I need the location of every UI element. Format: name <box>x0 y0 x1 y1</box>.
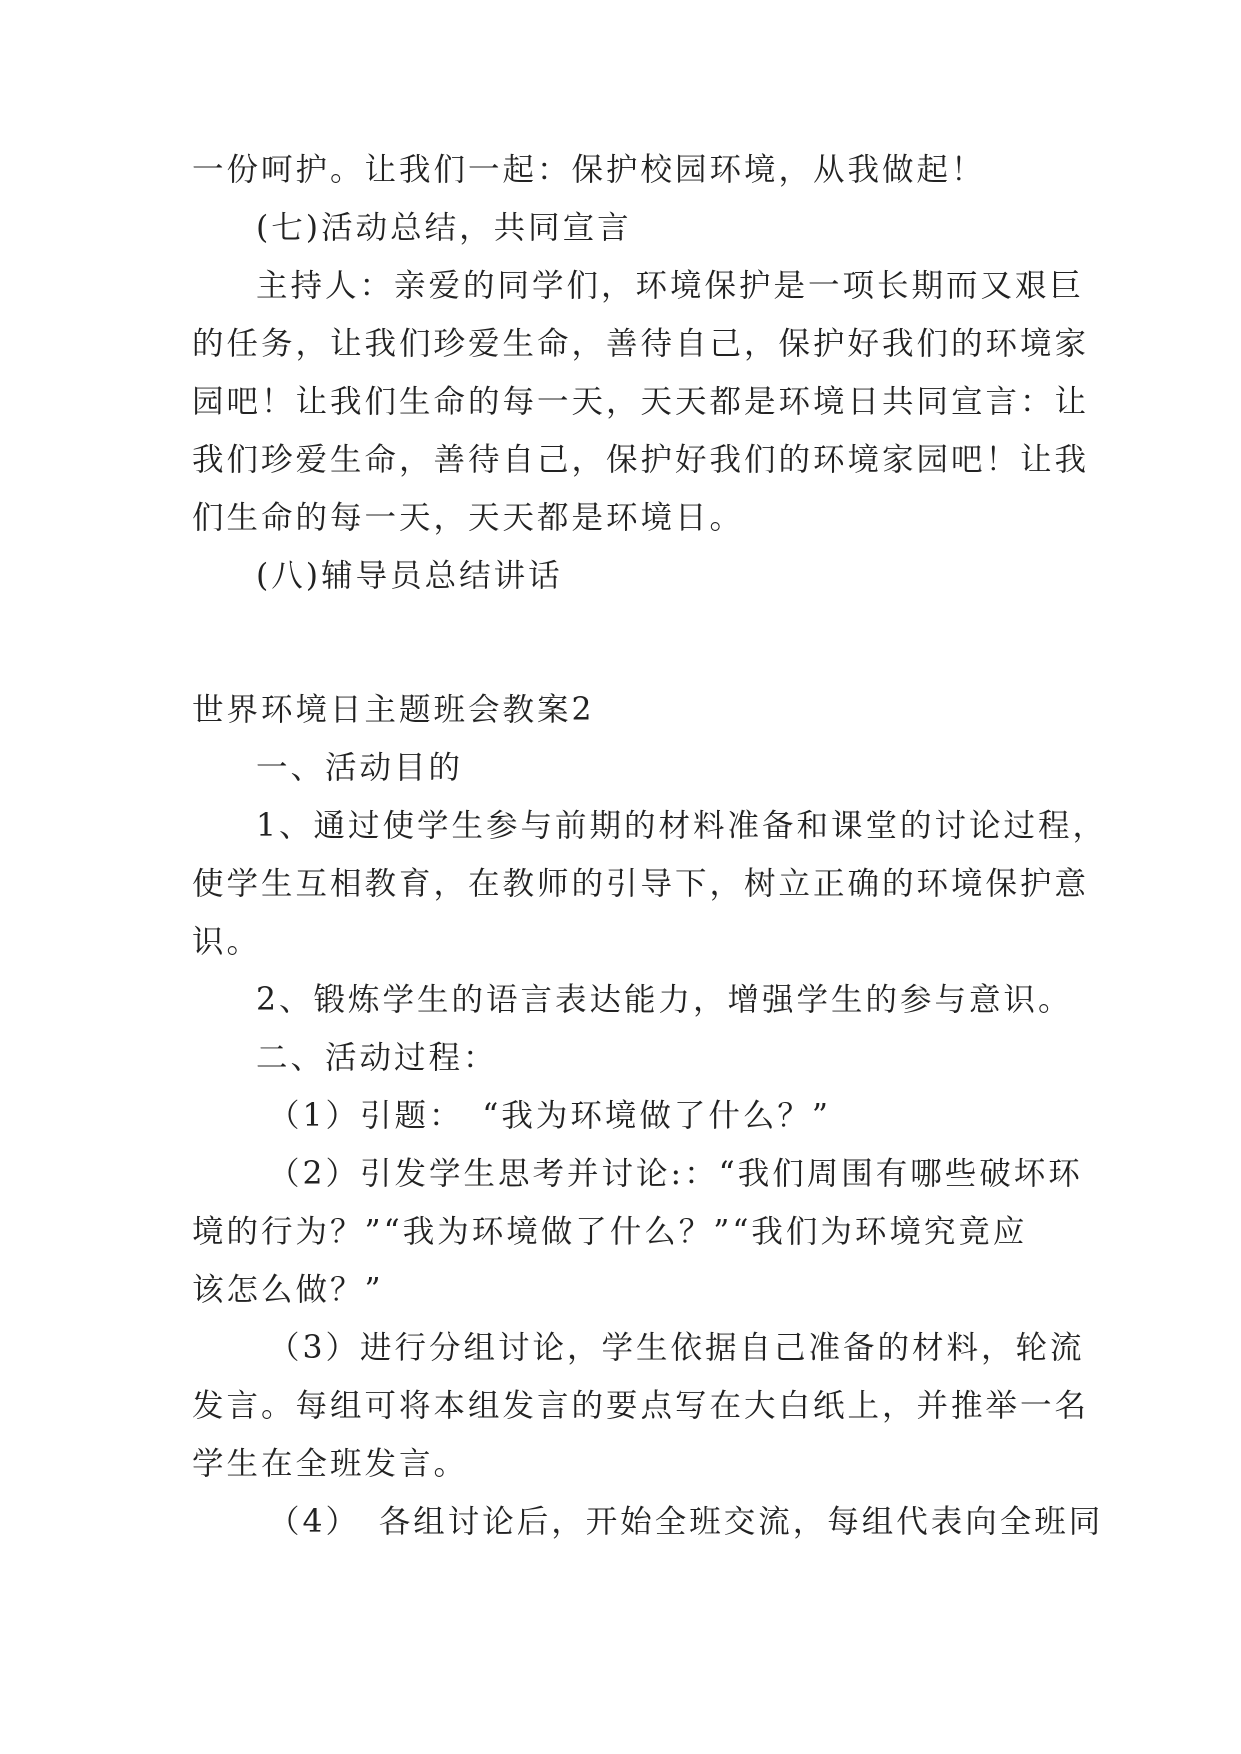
text-line: 识。 <box>192 924 262 960</box>
text-line: 们生命的每一天，天天都是环境日。 <box>192 500 745 536</box>
section-heading: 一、活动目的 <box>256 750 464 786</box>
text-line: 的任务，让我们珍爱生命，善待自己，保护好我们的环境家 <box>192 326 1090 362</box>
list-item: （1）引题： “我为环境做了什么？” <box>268 1098 832 1134</box>
section-heading: (八)辅导员总结讲话 <box>256 558 563 594</box>
section-heading: 二、活动过程： <box>256 1040 498 1076</box>
text-line: 一份呵护。让我们一起：保护校园环境，从我做起！ <box>192 152 986 188</box>
document-title: 世界环境日主题班会教案2 <box>192 692 595 728</box>
list-item: （2）引发学生思考并讨论:：“我们周围有哪些破坏环 <box>268 1156 1083 1192</box>
text-line: 园吧！让我们生命的每一天，天天都是环境日共同宣言：让 <box>192 384 1090 420</box>
text-line: 使学生互相教育，在教师的引导下，树立正确的环境保护意 <box>192 866 1090 902</box>
section-heading: (七)活动总结，共同宣言 <box>256 210 632 246</box>
list-item: （4） 各组讨论后，开始全班交流，每组代表向全班同 <box>268 1504 1104 1540</box>
text-line: 1、通过使学生参与前期的材料准备和课堂的讨论过程， <box>256 808 1108 844</box>
text-line: 学生在全班发言。 <box>192 1446 469 1482</box>
text-line: 我们珍爱生命，善待自己，保护好我们的环境家园吧！让我 <box>192 442 1090 478</box>
list-item: （3）进行分组讨论，学生依据自己准备的材料，轮流 <box>268 1330 1085 1366</box>
text-line: 2、锻炼学生的语言表达能力，增强学生的参与意识。 <box>256 982 1073 1018</box>
text-line: 境的行为？”“我为环境做了什么？”“我们为环境究竟应 <box>192 1214 1028 1250</box>
text-line: 该怎么做？” <box>192 1272 384 1308</box>
text-line: 主持人：亲爱的同学们，环境保护是一项长期而又艰巨 <box>256 268 1085 304</box>
text-line: 发言。每组可将本组发言的要点写在大白纸上，并推举一名 <box>192 1388 1090 1424</box>
